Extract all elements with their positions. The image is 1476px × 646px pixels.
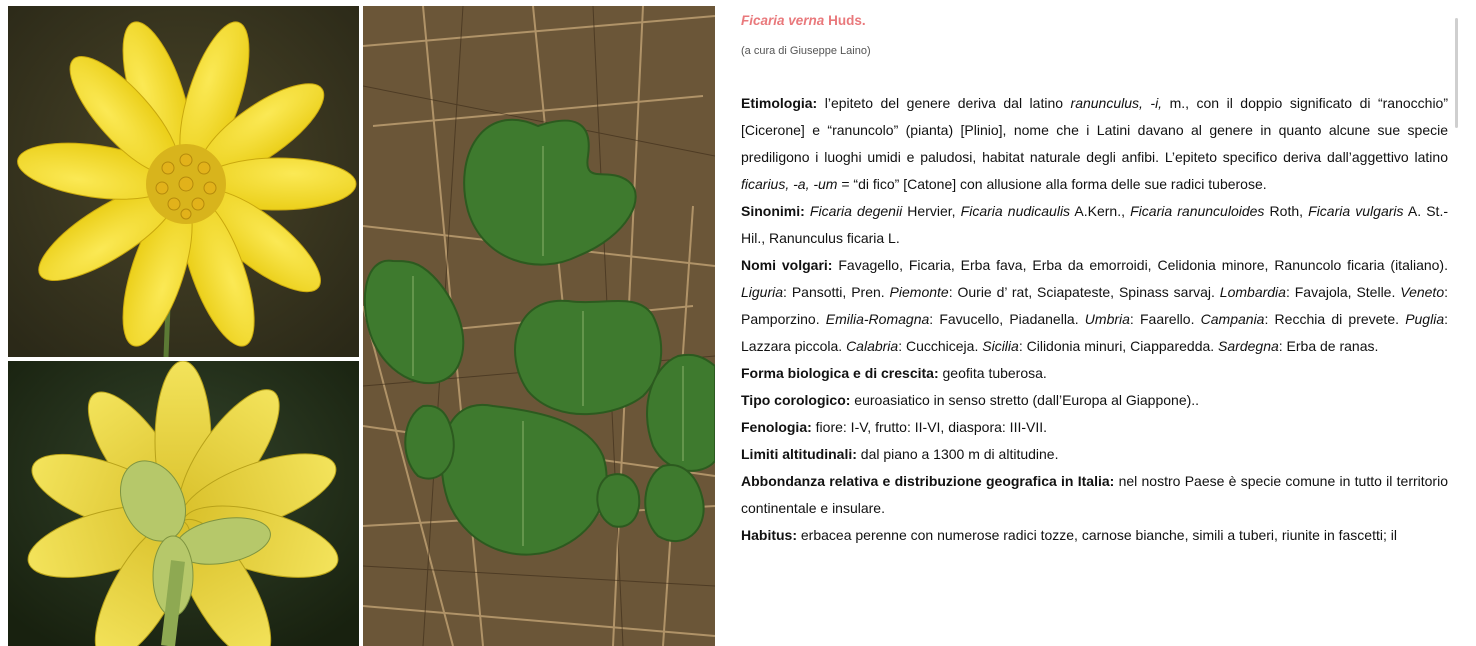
section-label: Forma biologica e di crescita: <box>741 365 939 381</box>
page-title <box>741 12 1448 30</box>
region-name: Liguria <box>741 284 784 300</box>
section-label: Etimologia: <box>741 95 818 111</box>
region-name: Emilia-Romagna <box>825 311 930 327</box>
flower-back-photo <box>8 361 359 646</box>
section-label: Habitus: <box>741 527 797 543</box>
section-label: Abbondanza relativa e distribuzione geografica in Italia: <box>741 473 1115 489</box>
section-forma-biologica: Forma biologica e di crescita: geofita tuberosa. <box>741 365 1047 381</box>
species-description <box>741 6 1448 562</box>
leaves-photo <box>363 6 715 646</box>
leaves-illustration <box>363 6 715 646</box>
section-abbondanza: Abbondanza relativa e distribuzione geografica in Italia: nel nostro Paese è specie comune in tutto il territorio continentale e insulare. <box>741 473 1448 516</box>
section-fenologia: Fenologia: fiore: I-V, frutto: II-VI, diaspora: III-VII. <box>741 419 1048 435</box>
region-name: Veneto <box>1400 284 1445 300</box>
scrollbar-thumb[interactable] <box>1455 18 1458 128</box>
section-nomi-volgari: Nomi volgari: Favagello, Ficaria, Erba fava, Erba da emorroidi, Celidonia minore, Ranuncolo ficaria (italiano). Liguria: Pansotti, Pren. Piemonte: Ourie d’ rat, Sciapateste, Spinass sarvaj. Lombardia: Favajola, Stelle. Veneto: Pamporzino. Emilia-Romagna: Favucello, Piadanella. Umbria: Faarello. Campania: Recchia di prevete. Puglia: Lazzara piccola. Calabria: Cucchiceja. Sicilia: Cilidonia minuri, Ciapparedda. Sardegna: Erba de ranas. <box>741 257 1448 354</box>
flower-back-illustration <box>8 361 359 646</box>
section-label: Limiti altitudinali: <box>741 446 857 462</box>
species-author: Huds. <box>828 13 866 28</box>
section-sinonimi: Sinonimi: Ficaria degenii Hervier, Ficaria nudicaulis A.Kern., Ficaria ranunculoides Roth, Ficaria vulgaris A. St.-Hil., Ranunculus ficaria L. <box>741 203 1448 246</box>
section-tipo-corologico: Tipo corologico: euroasiatico in senso stretto (dall’Europa al Giappone).. <box>741 392 1200 408</box>
region-name: Sardegna <box>1218 338 1279 354</box>
region-name: Sicilia <box>982 338 1019 354</box>
region-name: Piemonte <box>889 284 949 300</box>
region-name: Calabria <box>846 338 899 354</box>
region-name: Lombardia <box>1219 284 1286 300</box>
flower-front-photo <box>8 6 359 357</box>
section-label: Tipo corologico: <box>741 392 851 408</box>
region-name: Umbria <box>1084 311 1130 327</box>
section-etimologia: Etimologia: l’epiteto del genere deriva dal latino ranunculus, -i, m., con il doppio significato di “ranocchio” [Cicerone] e “ranuncolo” (pianta) [Plinio], nome che i Latini davano al genere in quanto alcune sue specie prediligono i luoghi umidi e paludosi, habitat naturale degli anfibi. L’epiteto specifico deriva dall’aggettivo latino ficarius, -a, -um = “di fico” [Catone] con allusione alla forma delle sue radici tuberose. <box>741 95 1448 192</box>
species-name: Ficaria verna <box>741 13 825 28</box>
section-habitus: Habitus: erbacea perenne con numerose radici tozze, carnose bianche, simili a tuberi, riunite in fascetti; il <box>741 527 1397 543</box>
section-limiti-altitudinali: Limiti altitudinali: dal piano a 1300 m di altitudine. <box>741 446 1059 462</box>
region-name: Campania <box>1200 311 1265 327</box>
section-label: Nomi volgari: <box>741 257 833 273</box>
section-label: Sinonimi: <box>741 203 805 219</box>
section-label: Fenologia: <box>741 419 812 435</box>
description-body <box>741 90 1448 549</box>
flower-front-illustration <box>8 6 359 357</box>
region-name: Puglia <box>1405 311 1445 327</box>
curator-credit: (a cura di Giuseppe Laino) <box>741 45 871 57</box>
